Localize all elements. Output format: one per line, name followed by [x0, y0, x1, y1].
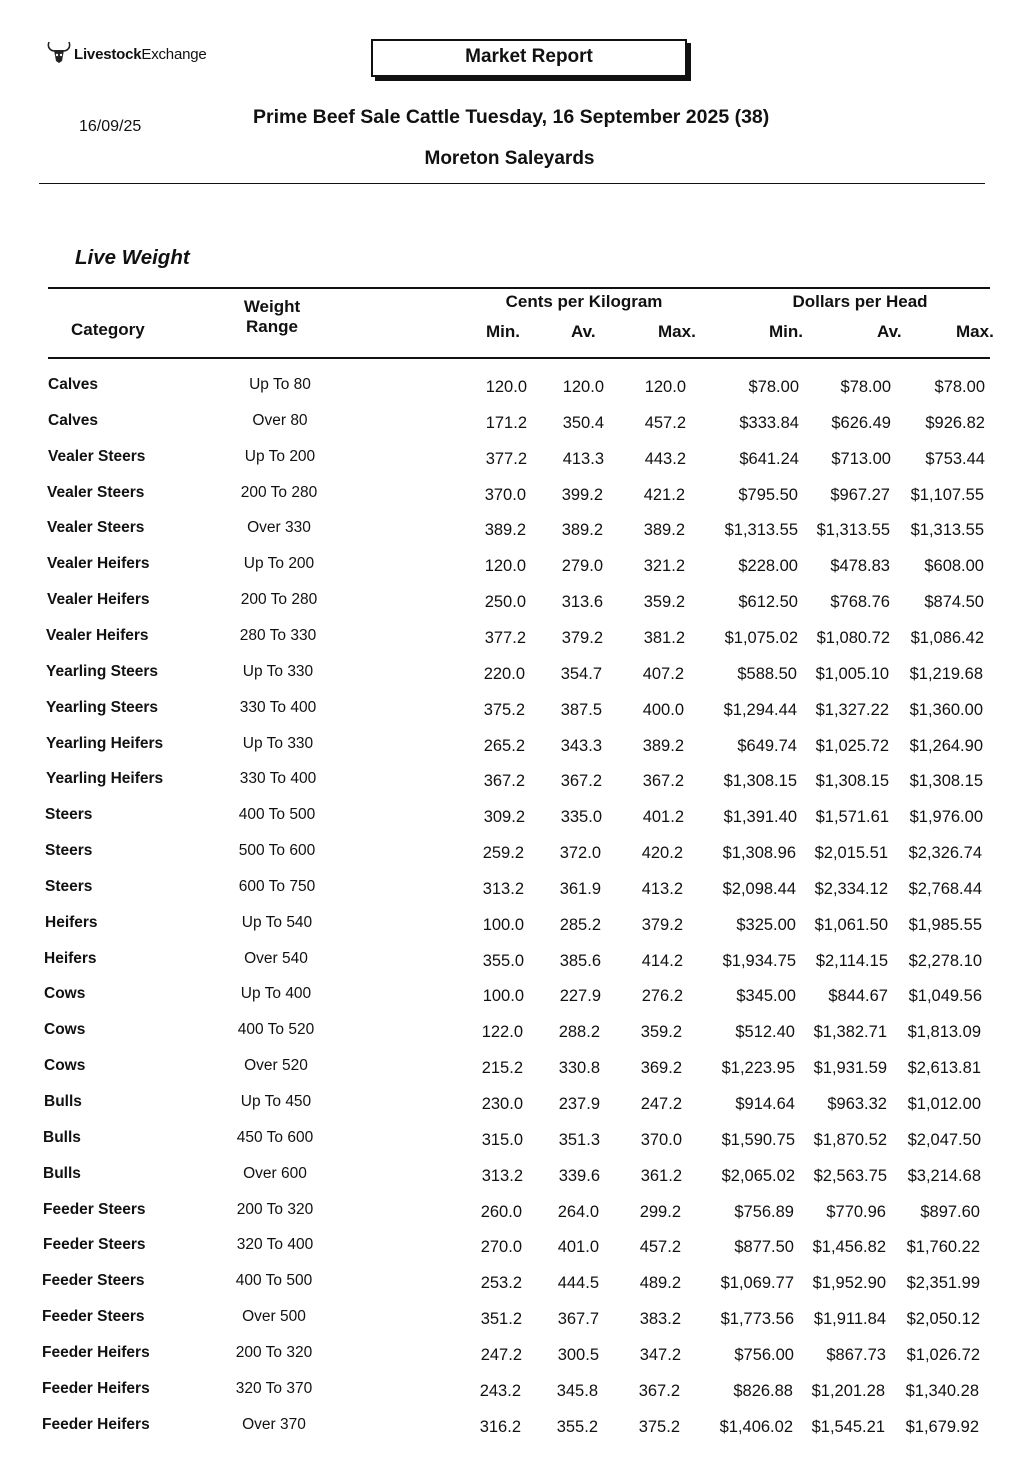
- cell-cents-av: 399.2: [561, 485, 603, 504]
- cell-cents-min: 120.0: [485, 378, 527, 396]
- cell-cents-min: 367.2: [483, 772, 525, 791]
- cell-cents-av: 351.3: [558, 1130, 600, 1149]
- cell-category: Vealer Steers: [47, 519, 145, 537]
- cell-cents-av: 350.4: [562, 413, 604, 432]
- cell-cents-max: 407.2: [642, 664, 684, 683]
- cell-cents-min: 120.0: [484, 557, 526, 576]
- cell-dollars-min: $78.00: [748, 378, 799, 396]
- cell-cents-min: 220.0: [483, 664, 525, 683]
- cell-weight-range: Over 500: [242, 1308, 306, 1326]
- cell-dollars-min: $1,934.75: [722, 951, 796, 970]
- cell-cents-max: 359.2: [643, 593, 685, 612]
- cell-dollars-max: $1,026.72: [906, 1345, 980, 1364]
- cell-cents-max: 370.0: [640, 1130, 682, 1149]
- table-row: [0, 1416, 1033, 1452]
- cell-cents-max: 359.2: [640, 1023, 682, 1042]
- cell-dollars-min: $914.64: [735, 1095, 795, 1113]
- cell-cents-max: 120.0: [644, 378, 686, 396]
- cell-cents-av: 285.2: [559, 915, 601, 934]
- cell-dollars-max: $2,047.50: [907, 1130, 981, 1149]
- bull-horns-icon: [46, 40, 72, 64]
- table-row: [0, 770, 1033, 806]
- cell-dollars-max: $1,360.00: [909, 700, 983, 719]
- cell-cents-min: 309.2: [483, 808, 525, 827]
- cell-dollars-min: $756.89: [734, 1202, 794, 1221]
- cell-dollars-min: $649.74: [737, 736, 797, 755]
- cell-cents-min: 389.2: [484, 521, 526, 540]
- cell-weight-range: Up To 540: [241, 913, 313, 931]
- table-row: [0, 448, 1033, 484]
- cell-cents-av: 237.9: [558, 1095, 600, 1113]
- table-row: [0, 1236, 1033, 1272]
- cell-cents-min: 260.0: [480, 1202, 522, 1221]
- header-weight-line2: Range: [246, 317, 298, 336]
- cell-dollars-av: $844.67: [828, 987, 888, 1006]
- cell-dollars-min: $1,223.95: [721, 1059, 795, 1078]
- cell-dollars-av: $713.00: [831, 449, 891, 468]
- header-cents-min: Min.: [486, 322, 520, 341]
- cell-dollars-av: $963.32: [827, 1095, 887, 1113]
- cell-dollars-av: $2,114.15: [815, 951, 888, 970]
- table-row: [0, 376, 1033, 412]
- cell-category: Yearling Heifers: [46, 770, 164, 788]
- cell-cents-max: 321.2: [643, 557, 685, 576]
- cell-cents-max: 367.2: [638, 1381, 680, 1400]
- cell-cents-min: 375.2: [483, 700, 525, 719]
- cell-dollars-max: $2,613.81: [907, 1059, 981, 1078]
- header-dollars-min: Min.: [769, 322, 803, 341]
- cell-weight-range: 400 To 500: [238, 806, 316, 824]
- cell-category: Yearling Steers: [46, 662, 159, 680]
- table-row: [0, 1308, 1033, 1344]
- cell-cents-max: 389.2: [643, 521, 685, 540]
- cell-category: Feeder Steers: [42, 1308, 145, 1326]
- cell-cents-min: 377.2: [485, 449, 527, 468]
- cell-cents-min: 250.0: [484, 593, 526, 612]
- cell-weight-range: Up To 330: [242, 734, 314, 752]
- cell-dollars-min: $2,098.44: [722, 879, 796, 898]
- cell-weight-range: 500 To 600: [238, 842, 316, 860]
- cell-cents-max: 276.2: [641, 987, 683, 1006]
- cell-dollars-av: $1,327.22: [815, 700, 889, 719]
- cell-cents-av: 279.0: [561, 557, 603, 576]
- cell-cents-max: 247.2: [640, 1095, 682, 1113]
- table-row: [0, 878, 1033, 914]
- cell-cents-min: 100.0: [482, 915, 524, 934]
- cell-weight-range: Over 520: [244, 1057, 308, 1075]
- cell-cents-min: 259.2: [482, 844, 524, 863]
- cell-cents-av: 288.2: [558, 1023, 600, 1042]
- cell-dollars-min: $588.50: [737, 664, 797, 683]
- cell-dollars-min: $1,406.02: [719, 1417, 793, 1436]
- cell-dollars-max: $2,278.10: [908, 951, 982, 970]
- cell-dollars-av: $967.27: [830, 485, 890, 504]
- header-cents-max: Max.: [658, 322, 696, 341]
- cell-dollars-max: $753.44: [925, 449, 985, 468]
- cell-category: Feeder Heifers: [42, 1379, 150, 1397]
- cell-cents-min: 313.2: [481, 1166, 523, 1185]
- table-row: [0, 985, 1033, 1021]
- cell-category: Bulls: [43, 1164, 81, 1182]
- cell-dollars-min: $333.84: [739, 413, 799, 432]
- cell-weight-range: Over 330: [247, 519, 311, 537]
- header-divider: [39, 183, 985, 184]
- cell-dollars-max: $1,086.42: [910, 628, 984, 647]
- cell-cents-max: 414.2: [641, 951, 683, 970]
- cell-dollars-av: $1,061.50: [814, 915, 888, 934]
- cell-weight-range: 450 To 600: [236, 1128, 314, 1146]
- cell-weight-range: Up To 450: [240, 1093, 312, 1110]
- cell-dollars-max: $1,976.00: [909, 808, 983, 827]
- cell-dollars-max: $1,813.09: [907, 1023, 981, 1042]
- cell-dollars-min: $1,308.96: [722, 844, 796, 863]
- sale-title: Prime Beef Sale Cattle Tuesday, 16 September 2025 (38): [253, 106, 770, 128]
- cell-cents-min: 215.2: [481, 1059, 523, 1078]
- cell-category: Vealer Steers: [47, 483, 145, 501]
- cell-dollars-max: $1,985.55: [908, 915, 982, 934]
- cell-cents-av: 401.0: [557, 1238, 599, 1257]
- table-row: [0, 699, 1033, 735]
- cell-weight-range: 280 To 330: [239, 626, 317, 644]
- cell-weight-range: 320 To 370: [235, 1379, 313, 1397]
- table-row: [0, 1272, 1033, 1308]
- cell-dollars-min: $512.40: [735, 1023, 795, 1042]
- table-row: [0, 1380, 1033, 1416]
- cell-dollars-av: $1,313.55: [816, 521, 890, 540]
- cell-dollars-max: $874.50: [924, 593, 984, 612]
- table-row: [0, 663, 1033, 699]
- cell-weight-range: 600 To 750: [238, 877, 316, 895]
- cell-dollars-min: $1,294.44: [723, 700, 797, 719]
- cell-cents-min: 243.2: [479, 1381, 521, 1400]
- cell-dollars-max: $1,679.92: [905, 1417, 979, 1436]
- cell-category: Heifers: [44, 949, 97, 967]
- cell-weight-range: Over 540: [244, 949, 308, 967]
- cell-cents-max: 361.2: [640, 1166, 682, 1185]
- livestock-exchange-logo: [46, 40, 207, 64]
- cell-dollars-av: $1,308.15: [815, 772, 889, 791]
- cell-dollars-av: $1,545.21: [811, 1417, 885, 1436]
- table-row: [0, 1021, 1033, 1057]
- cell-category: Cows: [44, 1021, 86, 1039]
- table-row: [0, 950, 1033, 986]
- cell-category: Cows: [44, 1057, 86, 1075]
- cell-cents-max: 367.2: [642, 772, 684, 791]
- cell-weight-range: 200 To 320: [235, 1343, 313, 1361]
- cell-dollars-min: $2,065.02: [721, 1166, 795, 1185]
- header-cents-av: Av.: [571, 322, 596, 341]
- cell-dollars-av: $1,870.52: [813, 1130, 887, 1149]
- header-dollars-group: Dollars per Head: [792, 292, 928, 311]
- cell-cents-min: 270.0: [480, 1238, 522, 1257]
- cell-cents-max: 379.2: [641, 915, 683, 934]
- cell-cents-min: 351.2: [480, 1310, 522, 1329]
- cell-dollars-min: $228.00: [738, 557, 798, 576]
- cell-dollars-av: $2,015.51: [814, 844, 888, 863]
- cell-weight-range: Over 370: [242, 1415, 306, 1433]
- cell-category: Feeder Heifers: [42, 1343, 150, 1361]
- cell-weight-range: Up To 330: [242, 662, 314, 680]
- header-dollars-max: Max.: [956, 322, 994, 341]
- cell-weight-range: 400 To 500: [235, 1272, 313, 1290]
- cell-cents-av: 413.3: [562, 449, 604, 468]
- cell-dollars-av: $1,571.61: [815, 808, 889, 827]
- cell-category: Cows: [44, 985, 86, 1003]
- table-row: [0, 519, 1033, 555]
- header-weight-line1: Weight: [243, 297, 301, 316]
- cell-dollars-max: $3,214.68: [907, 1166, 981, 1185]
- cell-dollars-max: $1,760.22: [906, 1238, 980, 1257]
- cell-weight-range: 200 To 280: [240, 591, 318, 609]
- logo-text: LivestockExchange: [74, 46, 207, 63]
- cell-dollars-min: $756.00: [734, 1345, 794, 1364]
- table-row: [0, 412, 1033, 448]
- cell-dollars-min: $1,069.77: [720, 1274, 794, 1293]
- table-row: [0, 1201, 1033, 1237]
- cell-weight-range: Up To 400: [240, 985, 312, 1003]
- cell-dollars-max: $608.00: [924, 557, 984, 576]
- table-row: [0, 591, 1033, 627]
- cell-dollars-av: $1,080.72: [816, 628, 890, 647]
- cell-cents-av: 355.2: [556, 1417, 598, 1436]
- cell-dollars-max: $1,264.90: [909, 736, 983, 755]
- cell-cents-min: 316.2: [479, 1417, 521, 1436]
- cell-cents-max: 400.0: [642, 700, 684, 719]
- cell-category: Steers: [45, 842, 93, 860]
- cell-cents-av: 361.9: [559, 879, 601, 898]
- header-cents-group: Cents per Kilogram: [505, 292, 663, 311]
- cell-dollars-av: $1,025.72: [815, 736, 889, 755]
- cell-cents-min: 253.2: [480, 1274, 522, 1293]
- cell-dollars-min: $1,308.15: [723, 772, 797, 791]
- section-title: Live Weight: [75, 246, 190, 269]
- cell-weight-range: 330 To 400: [239, 698, 317, 716]
- cell-cents-max: 413.2: [641, 879, 683, 898]
- cell-weight-range: 320 To 400: [236, 1236, 314, 1254]
- cell-dollars-min: $1,773.56: [720, 1310, 794, 1329]
- cell-dollars-min: $1,391.40: [723, 808, 797, 827]
- cell-category: Steers: [45, 877, 93, 895]
- cell-dollars-av: $867.73: [826, 1345, 886, 1364]
- cell-cents-av: 335.0: [560, 808, 602, 827]
- cell-dollars-av: $1,201.28: [811, 1381, 885, 1400]
- table-row: [0, 1129, 1033, 1165]
- cell-category: Feeder Steers: [43, 1200, 146, 1218]
- cell-cents-av: 354.7: [560, 664, 602, 683]
- cell-cents-max: 401.2: [642, 808, 684, 827]
- table-header-rule: [48, 357, 990, 359]
- cell-cents-max: 457.2: [639, 1238, 681, 1257]
- cell-dollars-min: $1,075.02: [724, 628, 798, 647]
- cell-cents-max: 457.2: [644, 413, 686, 432]
- cell-dollars-min: $1,313.55: [724, 521, 798, 540]
- table-row: [0, 842, 1033, 878]
- cell-dollars-max: $1,340.28: [905, 1381, 979, 1400]
- cell-category: Yearling Heifers: [46, 734, 164, 752]
- cell-dollars-min: $345.00: [736, 987, 796, 1006]
- cell-cents-max: 347.2: [639, 1345, 681, 1364]
- cell-category: Calves: [48, 411, 98, 429]
- cell-weight-range: Up To 80: [249, 376, 311, 393]
- cell-cents-av: 385.6: [559, 951, 601, 970]
- cell-cents-max: 383.2: [639, 1310, 681, 1329]
- header-dollars-av: Av.: [877, 322, 902, 341]
- cell-weight-range: Over 80: [252, 411, 308, 429]
- cell-weight-range: 200 To 280: [240, 483, 318, 501]
- cell-cents-av: 367.2: [560, 772, 602, 791]
- cell-dollars-av: $1,382.71: [813, 1023, 887, 1042]
- cell-category: Vealer Heifers: [47, 555, 150, 573]
- cell-cents-max: 443.2: [644, 449, 686, 468]
- table-top-rule: [48, 287, 990, 289]
- cell-dollars-av: $1,952.90: [812, 1274, 886, 1293]
- cell-dollars-av: $2,563.75: [813, 1166, 887, 1185]
- table-row: [0, 1093, 1033, 1129]
- cell-weight-range: Over 600: [243, 1164, 307, 1182]
- cell-cents-av: 387.5: [560, 700, 602, 719]
- cell-dollars-max: $2,326.74: [908, 844, 982, 863]
- cell-cents-av: 313.6: [561, 593, 603, 612]
- cell-cents-av: 389.2: [561, 521, 603, 540]
- cell-cents-min: 355.0: [482, 951, 524, 970]
- cell-dollars-av: $1,005.10: [815, 664, 889, 683]
- table-row: [0, 1344, 1033, 1380]
- table-row: [0, 627, 1033, 663]
- cell-cents-av: 343.3: [560, 736, 602, 755]
- cell-dollars-min: $325.00: [736, 915, 796, 934]
- cell-dollars-max: $1,012.00: [907, 1095, 981, 1113]
- table-row: [0, 1165, 1033, 1201]
- cell-category: Bulls: [44, 1093, 82, 1110]
- cell-cents-av: 330.8: [558, 1059, 600, 1078]
- cell-cents-min: 377.2: [484, 628, 526, 647]
- cell-dollars-av: $1,456.82: [812, 1238, 886, 1257]
- cell-dollars-av: $2,334.12: [814, 879, 888, 898]
- cell-dollars-min: $826.88: [733, 1381, 793, 1400]
- cell-dollars-av: $478.83: [830, 557, 890, 576]
- cell-category: Steers: [45, 806, 93, 824]
- cell-cents-av: 367.7: [557, 1310, 599, 1329]
- cell-dollars-max: $2,050.12: [906, 1310, 980, 1329]
- cell-dollars-max: $2,768.44: [908, 879, 982, 898]
- cell-cents-max: 389.2: [642, 736, 684, 755]
- cell-dollars-av: $770.96: [826, 1202, 886, 1221]
- cell-dollars-max: $1,049.56: [908, 987, 982, 1006]
- cell-cents-av: 227.9: [559, 987, 601, 1006]
- table-row: [0, 735, 1033, 771]
- cell-dollars-min: $641.24: [739, 449, 799, 468]
- cell-dollars-av: $768.76: [830, 593, 890, 612]
- cell-dollars-max: $1,313.55: [910, 521, 984, 540]
- cell-category: Feeder Heifers: [42, 1415, 150, 1433]
- cell-weight-range: 330 To 400: [239, 770, 317, 788]
- cell-cents-max: 489.2: [639, 1274, 681, 1293]
- cell-dollars-min: $612.50: [738, 593, 798, 612]
- cell-weight-range: Up To 200: [243, 555, 315, 573]
- cell-category: Feeder Steers: [43, 1236, 146, 1254]
- cell-dollars-min: $1,590.75: [721, 1130, 795, 1149]
- table-row: [0, 806, 1033, 842]
- report-date: 16/09/25: [79, 118, 142, 135]
- cell-cents-av: 444.5: [557, 1274, 599, 1293]
- cell-weight-range: 400 To 520: [237, 1021, 315, 1039]
- cell-cents-min: 370.0: [484, 485, 526, 504]
- cell-cents-av: 379.2: [561, 628, 603, 647]
- cell-dollars-max: $1,308.15: [909, 772, 983, 791]
- cell-cents-max: 421.2: [643, 485, 685, 504]
- cell-cents-max: 420.2: [641, 844, 683, 863]
- cell-dollars-max: $2,351.99: [906, 1274, 980, 1293]
- cell-category: Vealer Steers: [48, 447, 146, 465]
- cell-cents-max: 381.2: [643, 628, 685, 647]
- cell-category: Yearling Steers: [46, 698, 159, 716]
- cell-cents-av: 120.0: [562, 378, 604, 396]
- cell-weight-range: 200 To 320: [236, 1200, 314, 1218]
- header-category: Category: [71, 320, 145, 339]
- cell-cents-av: 264.0: [557, 1202, 599, 1221]
- cell-cents-av: 372.0: [559, 844, 601, 863]
- cell-cents-av: 339.6: [558, 1166, 600, 1185]
- cell-dollars-min: $795.50: [738, 485, 798, 504]
- cell-cents-av: 345.8: [556, 1381, 598, 1400]
- cell-weight-range: Up To 200: [244, 447, 316, 465]
- cell-cents-max: 299.2: [639, 1202, 681, 1221]
- cell-dollars-min: $877.50: [734, 1238, 794, 1257]
- cell-dollars-av: $626.49: [831, 413, 891, 432]
- cell-dollars-av: $78.00: [840, 378, 891, 396]
- cell-dollars-max: $1,219.68: [909, 664, 983, 683]
- cell-cents-min: 100.0: [482, 987, 524, 1006]
- cell-category: Feeder Steers: [42, 1272, 145, 1290]
- venue-title: Moreton Saleyards: [424, 148, 595, 169]
- table-row: [0, 914, 1033, 950]
- cell-cents-max: 375.2: [638, 1417, 680, 1436]
- table-row: [0, 484, 1033, 520]
- cell-cents-min: 247.2: [480, 1345, 522, 1364]
- cell-dollars-max: $1,107.55: [910, 485, 984, 504]
- table-row: [0, 1057, 1033, 1093]
- report-title: Market Report: [371, 39, 687, 77]
- cell-dollars-max: $926.82: [925, 413, 985, 432]
- cell-category: Calves: [48, 376, 98, 393]
- cell-cents-min: 265.2: [483, 736, 525, 755]
- cell-category: Vealer Heifers: [46, 626, 149, 644]
- cell-category: Bulls: [43, 1128, 81, 1146]
- cell-dollars-av: $1,931.59: [813, 1059, 887, 1078]
- cell-cents-min: 230.0: [481, 1095, 523, 1113]
- cell-cents-max: 369.2: [640, 1059, 682, 1078]
- cell-cents-av: 300.5: [557, 1345, 599, 1364]
- table-row: [0, 555, 1033, 591]
- cell-dollars-max: $78.00: [934, 378, 985, 396]
- cell-cents-min: 122.0: [481, 1023, 523, 1042]
- cell-category: Vealer Heifers: [47, 591, 150, 609]
- cell-dollars-av: $1,911.84: [813, 1310, 886, 1329]
- cell-category: Heifers: [45, 913, 98, 931]
- cell-cents-min: 313.2: [482, 879, 524, 898]
- cell-cents-min: 171.2: [485, 413, 527, 432]
- cell-cents-min: 315.0: [481, 1130, 523, 1149]
- cell-dollars-max: $897.60: [920, 1202, 980, 1221]
